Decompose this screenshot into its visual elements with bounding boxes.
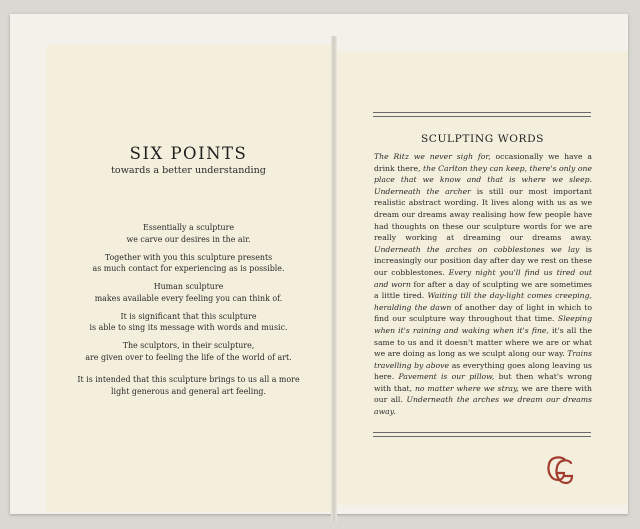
statement-line: The sculptors, in their sculpture,	[122, 341, 255, 350]
text-run: as everything goes along leaving us here.	[374, 360, 592, 382]
italic-phrase: the Carlton they can keep, there's only one place that we know and that is where we sleep. Underneath the archer	[374, 163, 592, 196]
statement-line: makes available every feeling you can think of.	[94, 293, 283, 303]
statement	[50, 281, 327, 304]
text-run: is increasingly our position day after day we rest on these our cobblestones.	[374, 244, 592, 277]
body-paragraph	[374, 151, 592, 418]
statement	[50, 340, 327, 363]
statement	[50, 374, 327, 397]
statement	[50, 311, 327, 334]
text-run: is still our most important realistic abstract wording. It lives along with us as we dream our dreams away realising how few people have had thoughts on these our sculpture words for we are really working at dreaming our dreams away.	[374, 186, 592, 243]
text-run: of another day of light in which to find our sculpture way throughout that time.	[374, 302, 593, 324]
statement-line: Human sculpture	[153, 282, 224, 291]
text-run: it's all the same to us and it doesn't matter where we are or what we are doing as long as we sculpt along our way.	[374, 325, 593, 359]
left-page	[46, 45, 331, 512]
statement	[50, 222, 327, 245]
statement-line: we carve our desires in the air.	[126, 234, 251, 244]
text-run: but then what's wrong with that,	[374, 372, 592, 393]
italic-phrase: Underneath the arches we dream our dreams away.	[374, 395, 592, 417]
page-title: SIX POINTS	[129, 144, 248, 163]
page-title: SCULPTING WORDS	[420, 133, 545, 145]
page-subtitle: towards a better understanding	[111, 165, 266, 176]
double-rule-bottom	[373, 432, 591, 437]
double-rule-top	[373, 112, 591, 117]
statement-line: Essentially a sculpture	[142, 223, 235, 232]
text-run: we are there with our all.	[374, 383, 592, 405]
statement-line: Together with you this sculpture presents	[104, 252, 273, 262]
italic-phrase: Every night you'll find us tired out and worn	[374, 267, 592, 289]
monogram-stamp-icon	[542, 452, 576, 486]
statement-line: are given over to feeling the life of the world of art.	[85, 352, 292, 362]
italic-phrase: no matter where we stray,	[414, 383, 519, 393]
statement-line: It is significant that this sculpture	[120, 311, 257, 321]
statement-line: light generous and general art feeling.	[111, 386, 266, 396]
italic-phrase: Underneath the arches on cobblestones we lay	[374, 244, 580, 254]
italic-phrase: Waiting till the day-light comes creeping, heralding the dawn	[374, 291, 593, 312]
text-run: for after a day of sculpting we are sometimes a little tired.	[374, 279, 592, 301]
statements-list	[50, 222, 327, 404]
right-page	[337, 51, 628, 505]
statement-line: It is intended that this sculpture brings to us all a more	[77, 375, 300, 384]
italic-phrase: Trains travelling by above	[374, 349, 592, 370]
booklet	[10, 14, 628, 514]
italic-phrase: Pavement is our pillow,	[398, 372, 495, 382]
statement-line: is able to sing its message with words and music.	[89, 323, 288, 332]
statement	[50, 252, 327, 275]
text-run: occasionally we have a drink there,	[374, 152, 592, 173]
italic-phrase: The Ritz we never sigh for,	[374, 152, 491, 161]
italic-phrase: Sleeping when it's raining and waking when it's fine,	[374, 314, 592, 335]
statement-line: as much contact for experiencing as is possible.	[92, 264, 285, 273]
